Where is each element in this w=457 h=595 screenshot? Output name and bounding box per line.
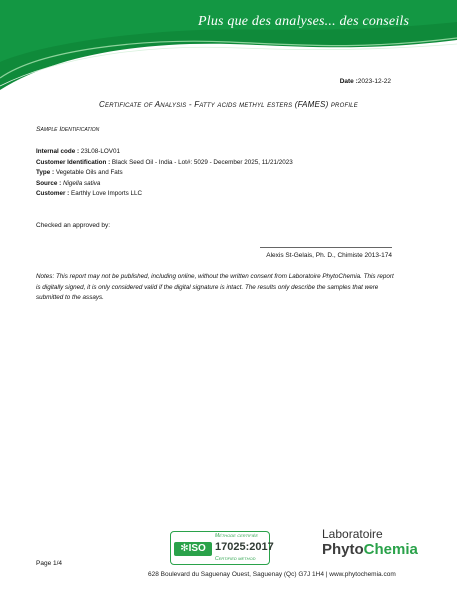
field-label: Internal code :: [36, 148, 81, 155]
document-title: Certificate of Analysis - Fatty acids methyl esters (FAMES) profile: [99, 100, 358, 109]
iso-label: ✻ISO: [174, 542, 212, 556]
field-label: Customer :: [36, 190, 71, 197]
field-type: [36, 168, 293, 179]
page-number: Page 1/4: [36, 560, 63, 567]
iso-badge-text: ISO: [188, 543, 206, 554]
signer-name: Alexis St-Gelais, Ph. D., Chimiste 2013-174: [266, 252, 392, 259]
lab-name: Laboratoire: [322, 527, 383, 541]
lab-brand-part1: Phyto: [322, 541, 364, 558]
field-value: 23L08-LOV01: [80, 148, 121, 155]
notes-paragraph: Notes: This report may not be published, including online, without the written consent from Laboratoire PhytoChemia. This report is digitally signed, it is only considered valid if the digital signature is intact. The results only describe the samples that were submitted to the assays.: [36, 273, 394, 301]
sample-identification-heading: Sample Identification: [36, 126, 100, 133]
report-date: [340, 78, 391, 85]
footer-address: 628 Boulevard du Saguenay Ouest, Saguenay (Qc) G7J 1H4 | www.phytochemia.com: [148, 571, 396, 578]
date-label: Date :: [339, 78, 358, 85]
header-tagline: Plus que des analyses... des conseils: [198, 14, 410, 29]
field-label: Customer Identification :: [36, 158, 112, 166]
lab-logo: [322, 541, 418, 558]
field-value: Black Seed Oil - India - Lot#: 5029 - December 2025, 11/21/2023: [111, 158, 293, 166]
signature-line: [260, 247, 392, 248]
lab-brand-part2: Chemia: [363, 541, 418, 558]
sample-fields: [36, 147, 293, 200]
field-source: [36, 179, 293, 190]
field-value: Vegetable Oils and Fats: [55, 169, 123, 176]
checked-approved-label: Checked an approved by:: [36, 222, 111, 229]
field-value: Nigella sativa: [62, 179, 101, 187]
field-label: Source :: [36, 179, 63, 187]
iso-bottom-text: Certified method: [215, 556, 256, 562]
field-label: Type :: [36, 169, 56, 176]
iso-top-text: Méthode certifiée: [215, 533, 259, 539]
field-customer-identification: [36, 158, 293, 169]
iso-number: 17025:2017: [215, 541, 274, 553]
field-customer: [36, 189, 293, 200]
date-value: 2023-12-22: [357, 78, 391, 85]
iso-certification-badge: [170, 531, 274, 565]
field-value: Earthly Love Imports LLC: [71, 190, 143, 197]
field-internal-code: [36, 147, 293, 158]
